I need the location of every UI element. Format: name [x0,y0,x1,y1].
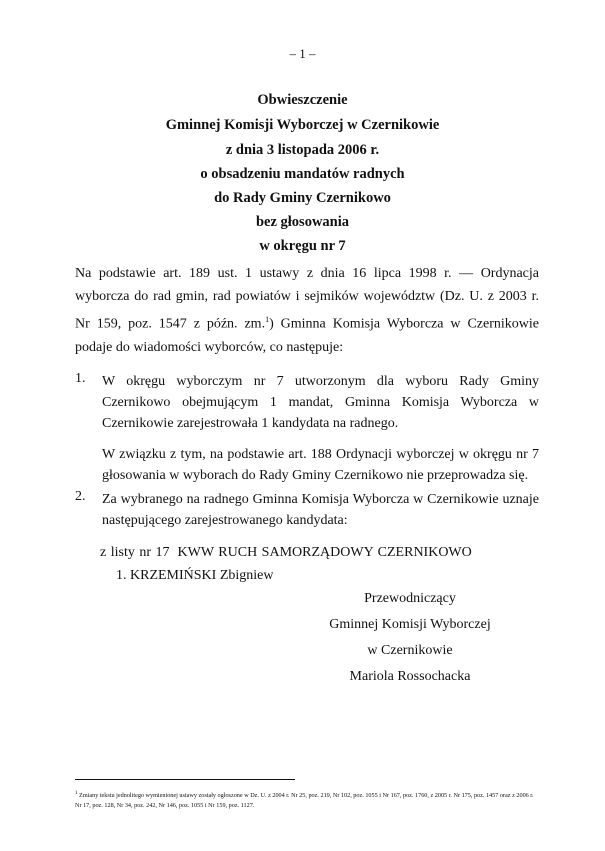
subject-heading: o obsadzeniu mandatów radnych [200,166,405,182]
item-1-paragraph-1: W okręgu wyborczym nr 7 utworzonym dla wyboru Rady Gminy Czernikowo obejmującym 1 mandat, Gminna Komisja Wyborcza w Czernikowie zarejestrowała 1 kandydata na radnego. [102,374,539,431]
footnote [75,789,537,811]
list-item-1 [75,371,539,496]
signature-title: Przewodniczący [364,591,456,606]
council-heading: do Rady Gminy Czernikowo [214,190,391,206]
page-number: – 1 – [289,46,316,61]
signature-body: Gminnej Komisji Wyborczej [329,617,491,632]
document-title: Obwieszczenie [257,92,348,108]
issuer-heading: Gminnej Komisji Wyborczej w Czernikowie [165,117,440,133]
committee-name: KWW RUCH SAMORZĄDOWY CZERNIKOWO [177,545,472,560]
date-heading: z dnia 3 listopada 2006 r. [225,142,380,158]
item-1-paragraph-2: W związku z tym, na podstawie art. 188 Ordynacji wyborczej w okręgu nr 7 głosowania w wyborach do Rady Gminy Czernikowo nie przeprowadza się. [102,447,539,483]
signature-location: w Czernikowie [367,643,453,658]
elected-candidate: 1. KRZEMIŃSKI Zbigniew [116,568,274,583]
intro-paragraph [75,262,539,359]
footnote-reference: 1 [265,315,270,324]
signature-block [300,590,520,694]
intro-text-before: Na podstawie art. 189 ust. 1 ustawy z dnia 16 lipca 1998 r. — Ordynacja wyborcza do rad gmin, rad powiatów i sejmików województw (Dz. U. z 2003 r. Nr 159, poz. 1547 z późn. zm. [75,266,539,332]
footnote-text: Zmiany tekstu jednolitego wymienionej ustawy zostały ogłoszone w Dz. U. z 2004 r. Nr 25, poz. 219, Nr 102, poz. 1055 i Nr 167, poz. 1760, z 2005 r. Nr 175, poz. 1457 oraz z 2006 r. Nr 17, poz. 128, Nr 34, poz. 242, Nr 146, poz. 1055 i Nr 159, poz. 1127. [75,792,534,810]
item-number: 2. [75,489,86,504]
footnote-mark: 1 [75,791,78,796]
item-2-paragraph-1: Za wybranego na radnego Gminna Komisja Wyborcza w Czernikowie uznaje następującego zarejestrowanego kandydata: [102,492,539,528]
candidate-list-line [100,545,472,561]
list-item-2 [75,489,539,541]
footnote-divider [75,779,295,780]
intro-text-after: ) Gminna Komisja Wyborcza w Czernikowie podaje do wiadomości wyborców, co następuje: [75,316,539,355]
item-number: 1. [75,371,86,386]
district-heading: w okręgu nr 7 [259,238,346,254]
no-vote-heading: bez głosowania [255,214,350,230]
list-number: z listy nr 17 [100,545,170,560]
signature-name: Mariola Rossochacka [349,669,471,684]
